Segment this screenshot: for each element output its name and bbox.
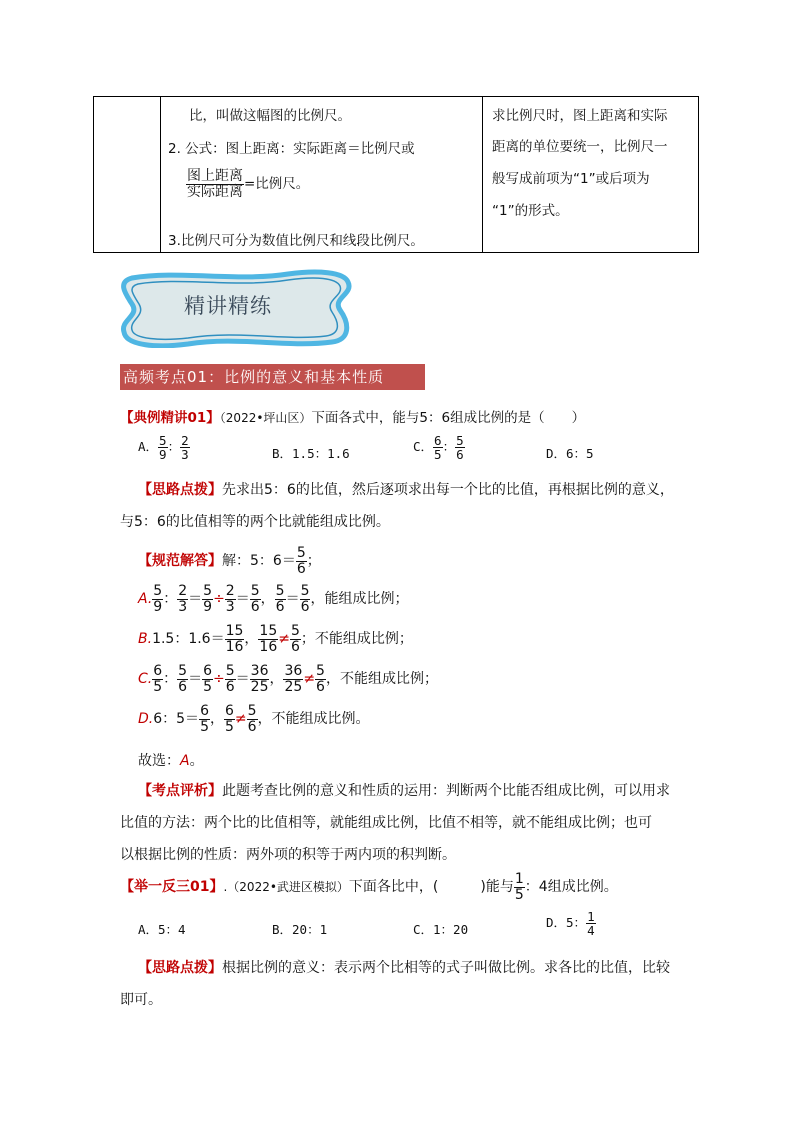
practice-option-d: D．5： $\frac{1}{4}$ (546, 909, 595, 939)
practice-option-c: C．1：20 (413, 922, 469, 937)
answer-line-c: C. $\frac{6}{5}$ ： $\frac{5}{6}$ ＝ $\frac{6}{5}$ ÷ $\frac{5}{6}$ ＝ $\frac{36}{25}$ ， $\frac{36}{25}$ ≠ $\frac{5}{6}$ ，不能组成比例； (138, 663, 438, 695)
hint-tag: 【思路点拨】 (138, 482, 222, 498)
practice-tag: 【举一反三01】 (120, 879, 224, 896)
answer-intro: 【规范解答】解：5：6＝ $\frac{5}{6}$ ； (138, 545, 321, 577)
table-formula: $\frac{\text{图上距离}}{\text{实际距离}}$ =比例尺。 (187, 168, 310, 200)
analysis-tag: 【考点评析】 (138, 783, 222, 799)
option-a: A． $\frac{5}{9}$ ： $\frac{2}{3}$ (138, 433, 189, 463)
table-note-line: “1”的形式。 (492, 203, 569, 219)
analysis-line: 比值的方法：两个比的比值相等，就能组成比例，比值不相等，就不能组成比例；也可 (120, 815, 652, 831)
answer-choice: 故选：A。 (138, 753, 204, 769)
table-note-line: 求比例尺时，图上距离和实际 (492, 108, 668, 124)
example-text: 下面各式中，能与5：6组成比例的是（ ） (311, 410, 586, 426)
practice-option-a: A．5：4 (138, 922, 186, 937)
answer-line-a: A. $\frac{5}{9}$ ： $\frac{2}{3}$ ＝ $\frac{5}{9}$ ÷ $\frac{2}{3}$ ＝ $\frac{5}{6}$ ， $\frac{5}{6}$ ＝ $\frac{5}{6}$ ，能组成比例； (138, 583, 409, 615)
hint-line: 【思路点拨】先求出5：6的比值，然后逐项求出每一个比的比值，再根据比例的意义， (138, 482, 674, 498)
badge-title: 精讲精练 (184, 294, 272, 318)
option-d: D．6：5 (546, 446, 594, 461)
hint-line: 与5：6的比值相等的两个比就能组成比例。 (120, 514, 390, 530)
section-label: 高频考点01：比例的意义和基本性质 (123, 368, 385, 386)
answer-line-b: B.1.5：1.6＝ $\frac{15}{16}$ ， $\frac{15}{16}$ ≠ $\frac{5}{6}$ ；不能组成比例； (138, 623, 413, 655)
definition-table (93, 96, 699, 253)
table-row-text: 3.比例尺可分为数值比例尺和线段比例尺。 (168, 233, 424, 249)
option-b: B．1.5：1.6 (272, 446, 350, 461)
analysis-line: 以根据比例的性质：两外项的积等于两内项的积判断。 (120, 847, 456, 863)
answer-line-d: D.6：5＝ $\frac{6}{5}$ ， $\frac{6}{5}$ ≠ $\frac{5}{6}$ ，不能组成比例。 (138, 703, 370, 735)
section-badge (118, 268, 354, 348)
practice-option-b: B．20：1 (272, 922, 328, 937)
table-row-text: 2. 公式：图上距离：实际距离＝比例尺或 (168, 141, 415, 157)
analysis-line: 【考点评析】此题考查比例的意义和性质的运用：判断两个比能否组成比例，可以用求 (138, 783, 670, 799)
option-c: C． $\frac{6}{5}$ ： $\frac{5}{6}$ (413, 433, 464, 463)
example-source: （2022•坪山区） (219, 411, 312, 425)
table-note-line: 距离的单位要统一，比例尺一 (492, 139, 668, 155)
table-divider (160, 97, 161, 252)
table-divider (482, 97, 483, 252)
section-banner (120, 364, 425, 390)
practice-hint-tag: 【思路点拨】 (138, 960, 222, 976)
table-note-line: 般写成前项为“1”或后项为 (492, 171, 650, 187)
practice-question: 【举一反三01】.（2022•武进区模拟）下面各比中，( )能与 $\frac{1}{5}$ ：4组成比例。 (120, 871, 618, 903)
example-question (120, 406, 585, 426)
practice-hint-line: 即可。 (120, 992, 162, 1008)
example-tag: 【典例精讲01】 (120, 410, 220, 426)
answer-tag: 【规范解答】 (138, 553, 222, 570)
table-row-text: 比，叫做这幅图的比例尺。 (189, 108, 351, 124)
practice-hint-line: 【思路点拨】根据比例的意义：表示两个比相等的式子叫做比例。求各比的比值，比较 (138, 960, 670, 976)
